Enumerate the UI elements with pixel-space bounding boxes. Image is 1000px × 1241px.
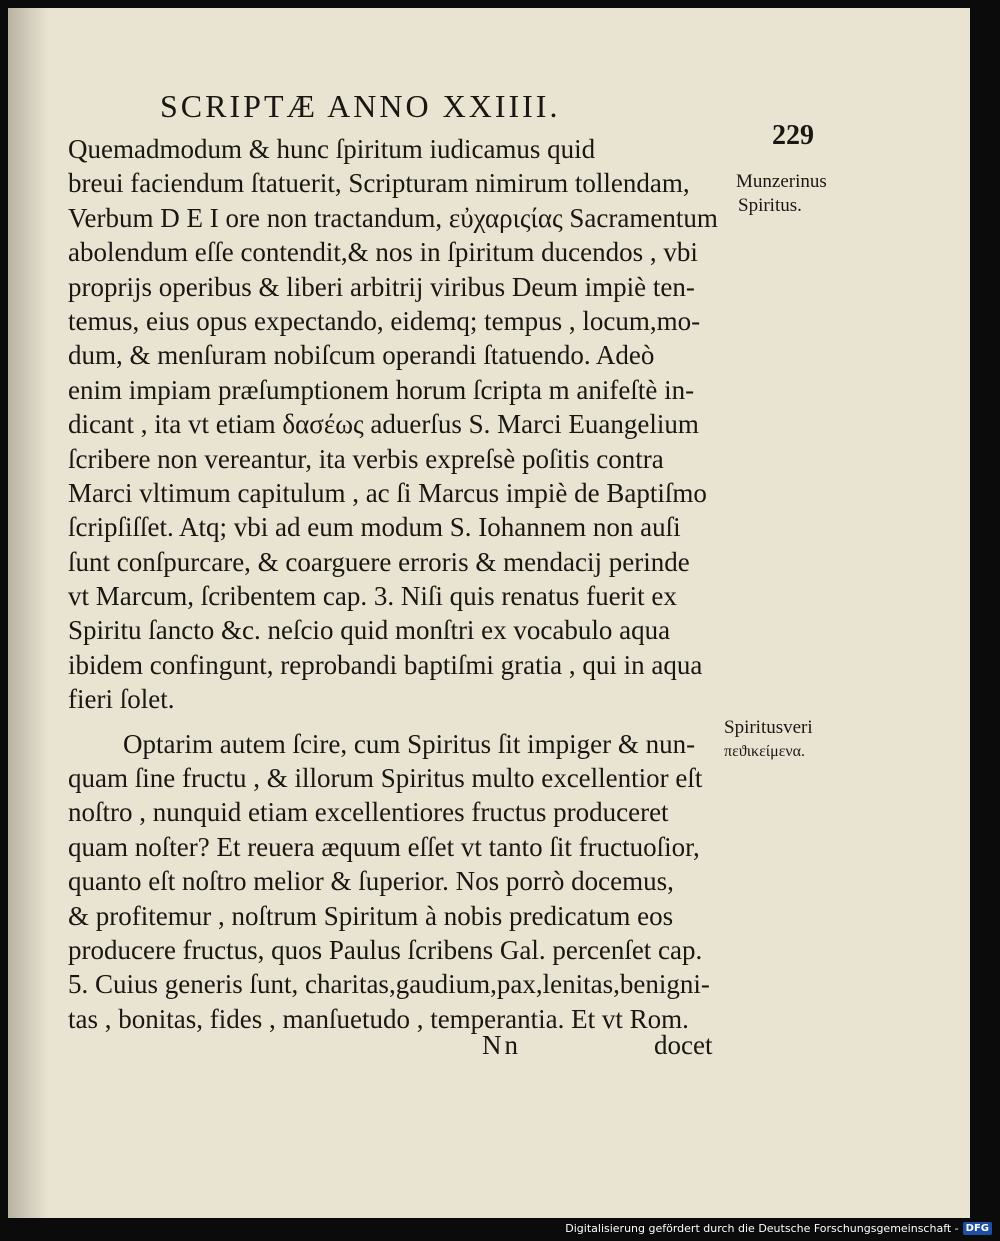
text-line: producere fructus, quos Paulus ſcribens Gal. percenſet cap. [68,934,703,965]
signature-mark: Nn [482,1030,521,1060]
marginal-note-line: Spiritusveri [724,717,813,738]
text-line: dum, & menſuram nobiſcum operandi ſtatuendo. Adeò [68,340,655,371]
page-gutter-shadow [8,8,48,1218]
text-line: Marci vltimum capitulum , ac ſi Marcus impiè de Baptiſmo [68,477,707,508]
text-line: ſcripſiſſet. Atq; vbi ad eum modum S. Iohannem non auſi [68,512,681,543]
text-line: 5. Cuius generis ſunt, charitas,gaudium,pax,lenitas,benigni- [68,969,710,1000]
dfg-logo: DFG [963,1222,992,1235]
footer-credit: Digitalisierung gefördert durch die Deutsche Forschungsgemeinschaft - [565,1222,959,1235]
text-line: noſtro , nunquid etiam excellentiores fructus produceret [68,797,669,828]
page-number: 229 [772,120,814,151]
running-head: SCRIPTÆ ANNO XXIIII. [160,88,561,124]
marginal-note [736,170,827,218]
text-line: Quemadmodum & hunc ſpiritum iudicamus quid [68,134,596,164]
text-line: ſcribere non vereantur, ita verbis expreſsè poſitis contra [68,443,664,474]
marginal-note-line: Munzerinus [736,171,827,192]
text-line: quam noſter? Et reuera æquum eſſet vt tanto ſit fructuoſior, [68,831,700,862]
digitization-footer [565,1222,992,1235]
text-line: abolendum eſſe contendit,& nos in ſpiritum ducendos , vbi [68,237,698,268]
text-line: & profitemur , noſtrum Spiritum à nobis predicatum eos [68,900,674,931]
text-line: Spiritu ſancto &c. neſcio quid monſtri ex vocabulo aqua [68,615,671,646]
book-page [8,8,970,1218]
text-line: Optarim autem ſcire, cum Spiritus ſit impiger & nun- [123,728,696,759]
text-line: dicant , ita vt etiam δασέως aduerſus S. Marci Euangelium [68,409,699,440]
text-line: ibidem confingunt, reprobandi baptiſmi gratia , qui in aqua [68,649,703,680]
body-text [68,132,748,1036]
text-line: quanto eſt noſtro melior & ſuperior. Nos porrò docemus, [68,866,674,897]
text-line: vt Marcum, ſcribentem cap. 3. Niſi quis renatus fuerit ex [68,581,677,612]
marginal-note [724,716,813,764]
text-line: proprijs operibus & liberi arbitrij viribus Deum impiè ten- [68,271,695,302]
text-line: ſunt conſpurcare, & coarguere erroris & mendacij perinde [68,546,690,577]
marginal-note-line: πεϑικείμενα. [724,743,806,760]
text-line: temus, eius opus expectando, eidemq; tempus , locum,mo- [68,305,701,336]
text-line: Verbum D E I ore non tractandum, εὐχαριςίας Sacramentum [68,202,718,233]
text-line: breui faciendum ſtatuerit, Scripturam nimirum tollendam, [68,168,690,199]
text-line: fieri ſolet. [68,684,175,715]
text-line: enim impiam præſumptionem horum ſcripta m anifeſtè in- [68,374,695,405]
text-line: quam ſine fructu , & illorum Spiritus multo excellentior eſt [68,763,703,794]
text-line: tas , bonitas, fides , manſuetudo , temperantia. Et vt Rom. [68,1003,689,1034]
marginal-note-line: Spiritus. [738,195,802,216]
catchword: docet [654,1030,713,1060]
